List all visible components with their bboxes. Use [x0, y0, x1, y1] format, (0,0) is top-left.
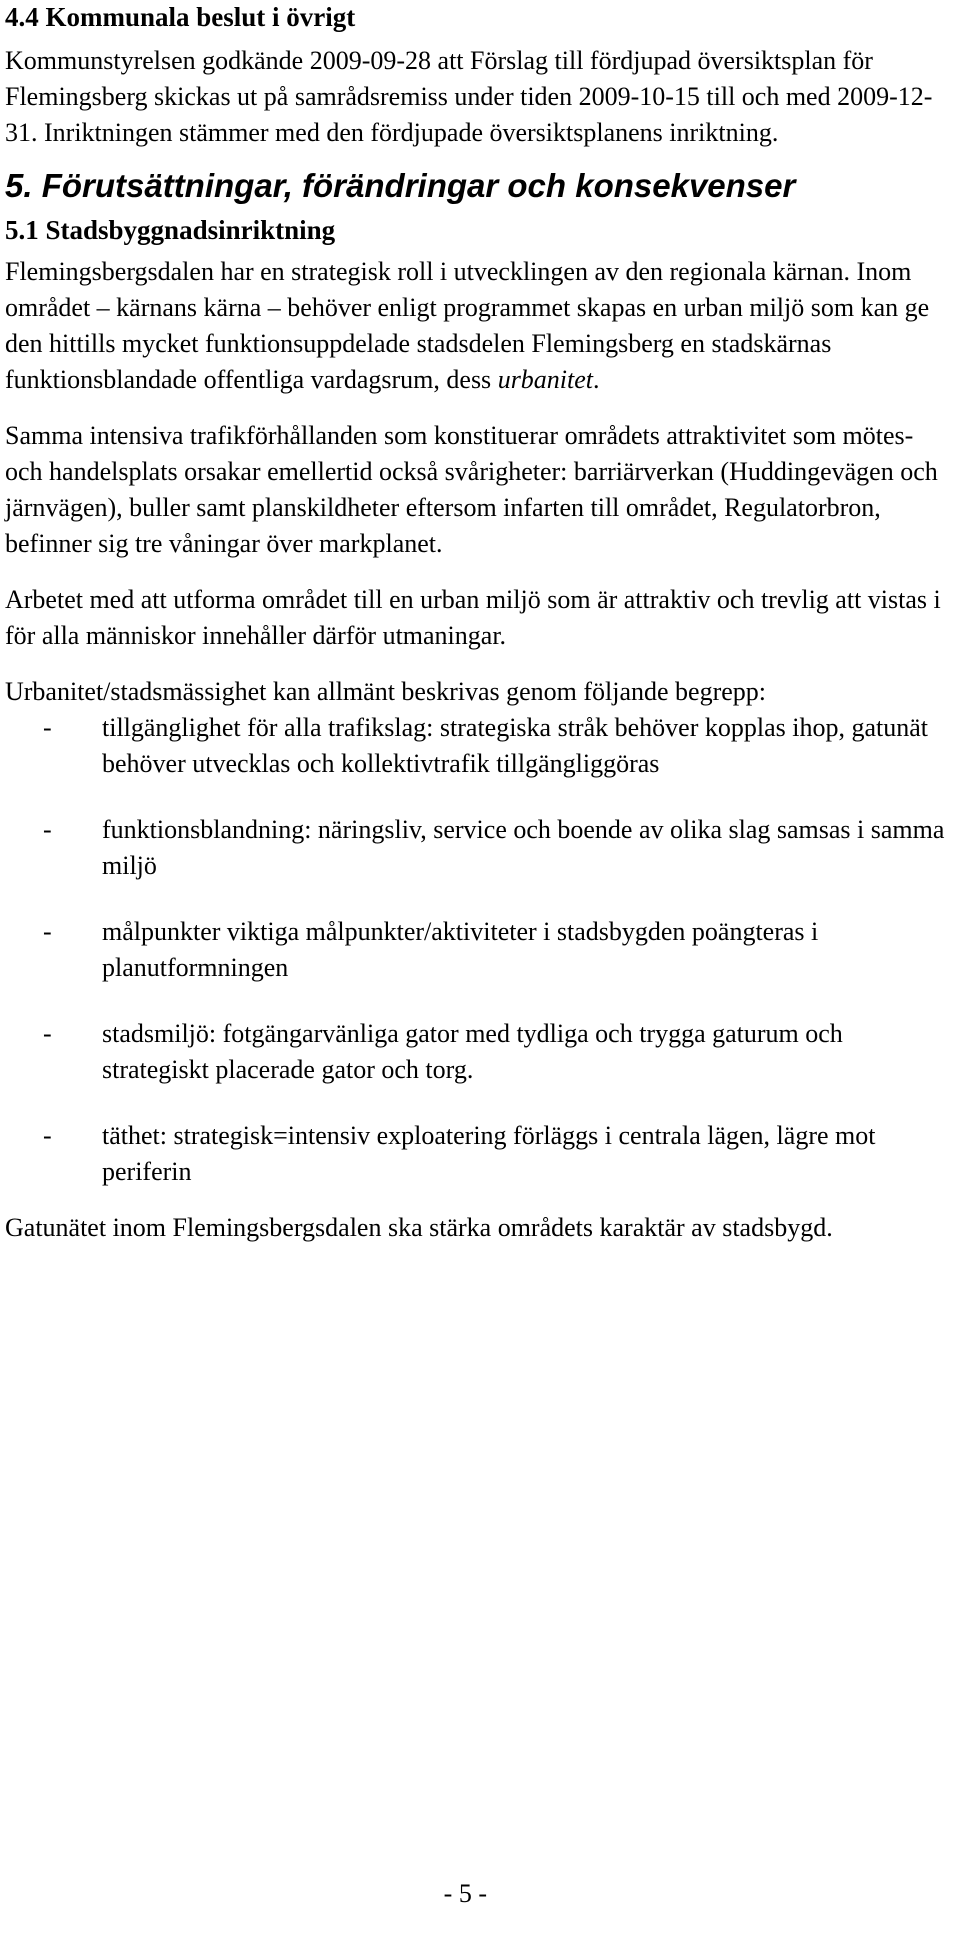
section-5-1-paragraph-4: Gatunätet inom Flemingsbergsdalen ska stärka områdets karaktär av stadsbygd.: [5, 1213, 833, 1242]
list-dash: -: [43, 815, 52, 844]
section-5-1-heading: 5.1 Stadsbyggnadsinriktning: [5, 215, 336, 245]
list-dash: -: [43, 1121, 52, 1150]
document-page: [5, 0, 955, 1246]
list-item-text: målpunkter viktiga målpunkter/aktiviteter i stadsbygden poängteras i planutformningen: [102, 917, 819, 982]
page-number: - 5 -: [443, 1879, 487, 1908]
list-intro: Urbanitet/stadsmässighet kan allmänt beskrivas genom följande begrepp:: [5, 677, 767, 706]
section-4-4-heading: 4.4 Kommunala beslut i övrigt: [5, 2, 356, 32]
list-item-text: tillgänglighet för alla trafikslag: strategiska stråk behöver kopplas ihop, gatunät behöver utvecklas och kollektivtrafik tillgängliggöras: [102, 713, 928, 778]
list-item-text: funktionsblandning: näringsliv, service och boende av olika slag samsas i samma miljö: [102, 815, 945, 880]
section-4-4-paragraph: Kommunstyrelsen godkände 2009-09-28 att Förslag till fördjupad översiktsplan för Flemingsberg skickas ut på samrådsremiss under tiden 2009-10-15 till och med 2009-12-31. Inriktningen stämmer med den fördjupade översiktsplanens inriktning.: [5, 46, 933, 147]
list-item: [5, 812, 955, 884]
list-item: [5, 914, 955, 986]
list-dash: -: [43, 917, 52, 946]
list-item: [5, 710, 955, 782]
list-item-text: täthet: strategisk=intensiv exploatering förläggs i centrala lägen, lägre mot periferin: [102, 1121, 876, 1186]
section-5-1-paragraph-1: [5, 254, 955, 398]
list-item: [5, 1016, 955, 1088]
urbanity-list: [5, 710, 955, 1190]
section-5-heading: 5. Förutsättningar, förändringar och konsekvenser: [5, 167, 796, 204]
list-dash: -: [43, 1019, 52, 1048]
list-item-text: stadsmiljö: fotgängarvänliga gator med tydliga och trygga gaturum och strategiskt placerade gator och torg.: [102, 1019, 843, 1084]
section-5-1-paragraph-2: Samma intensiva trafikförhållanden som konstituerar områdets attraktivitet som mötes- och handelsplats orsakar emellertid också svårigheter: barriärverkan (Huddingevägen och järnvägen), buller samt planskildheter eftersom infarten till området, Regulatorbron, befinner sig tre våningar över markplanet.: [5, 421, 938, 558]
paragraph-1-period: .: [593, 365, 600, 394]
urbanitet-term: urbanitet: [497, 365, 594, 394]
page-footer: [0, 1876, 960, 1912]
list-dash: -: [43, 713, 52, 742]
section-5-1-paragraph-3: Arbetet med att utforma området till en urban miljö som är attraktiv och trevlig att vistas i för alla människor innehåller därför utmaningar.: [5, 585, 941, 650]
paragraph-1-text: Flemingsbergsdalen har en strategisk roll i utvecklingen av den regionala kärnan. Inom området – kärnans kärna – behöver enligt programmet skapas en urban miljö som kan ge den hittills mycket funktionsuppdelade stadsdelen Flemingsberg en stadskärnas funktionsblandade offentliga vardagsrum, dess: [5, 257, 930, 394]
list-item: [5, 1118, 955, 1190]
